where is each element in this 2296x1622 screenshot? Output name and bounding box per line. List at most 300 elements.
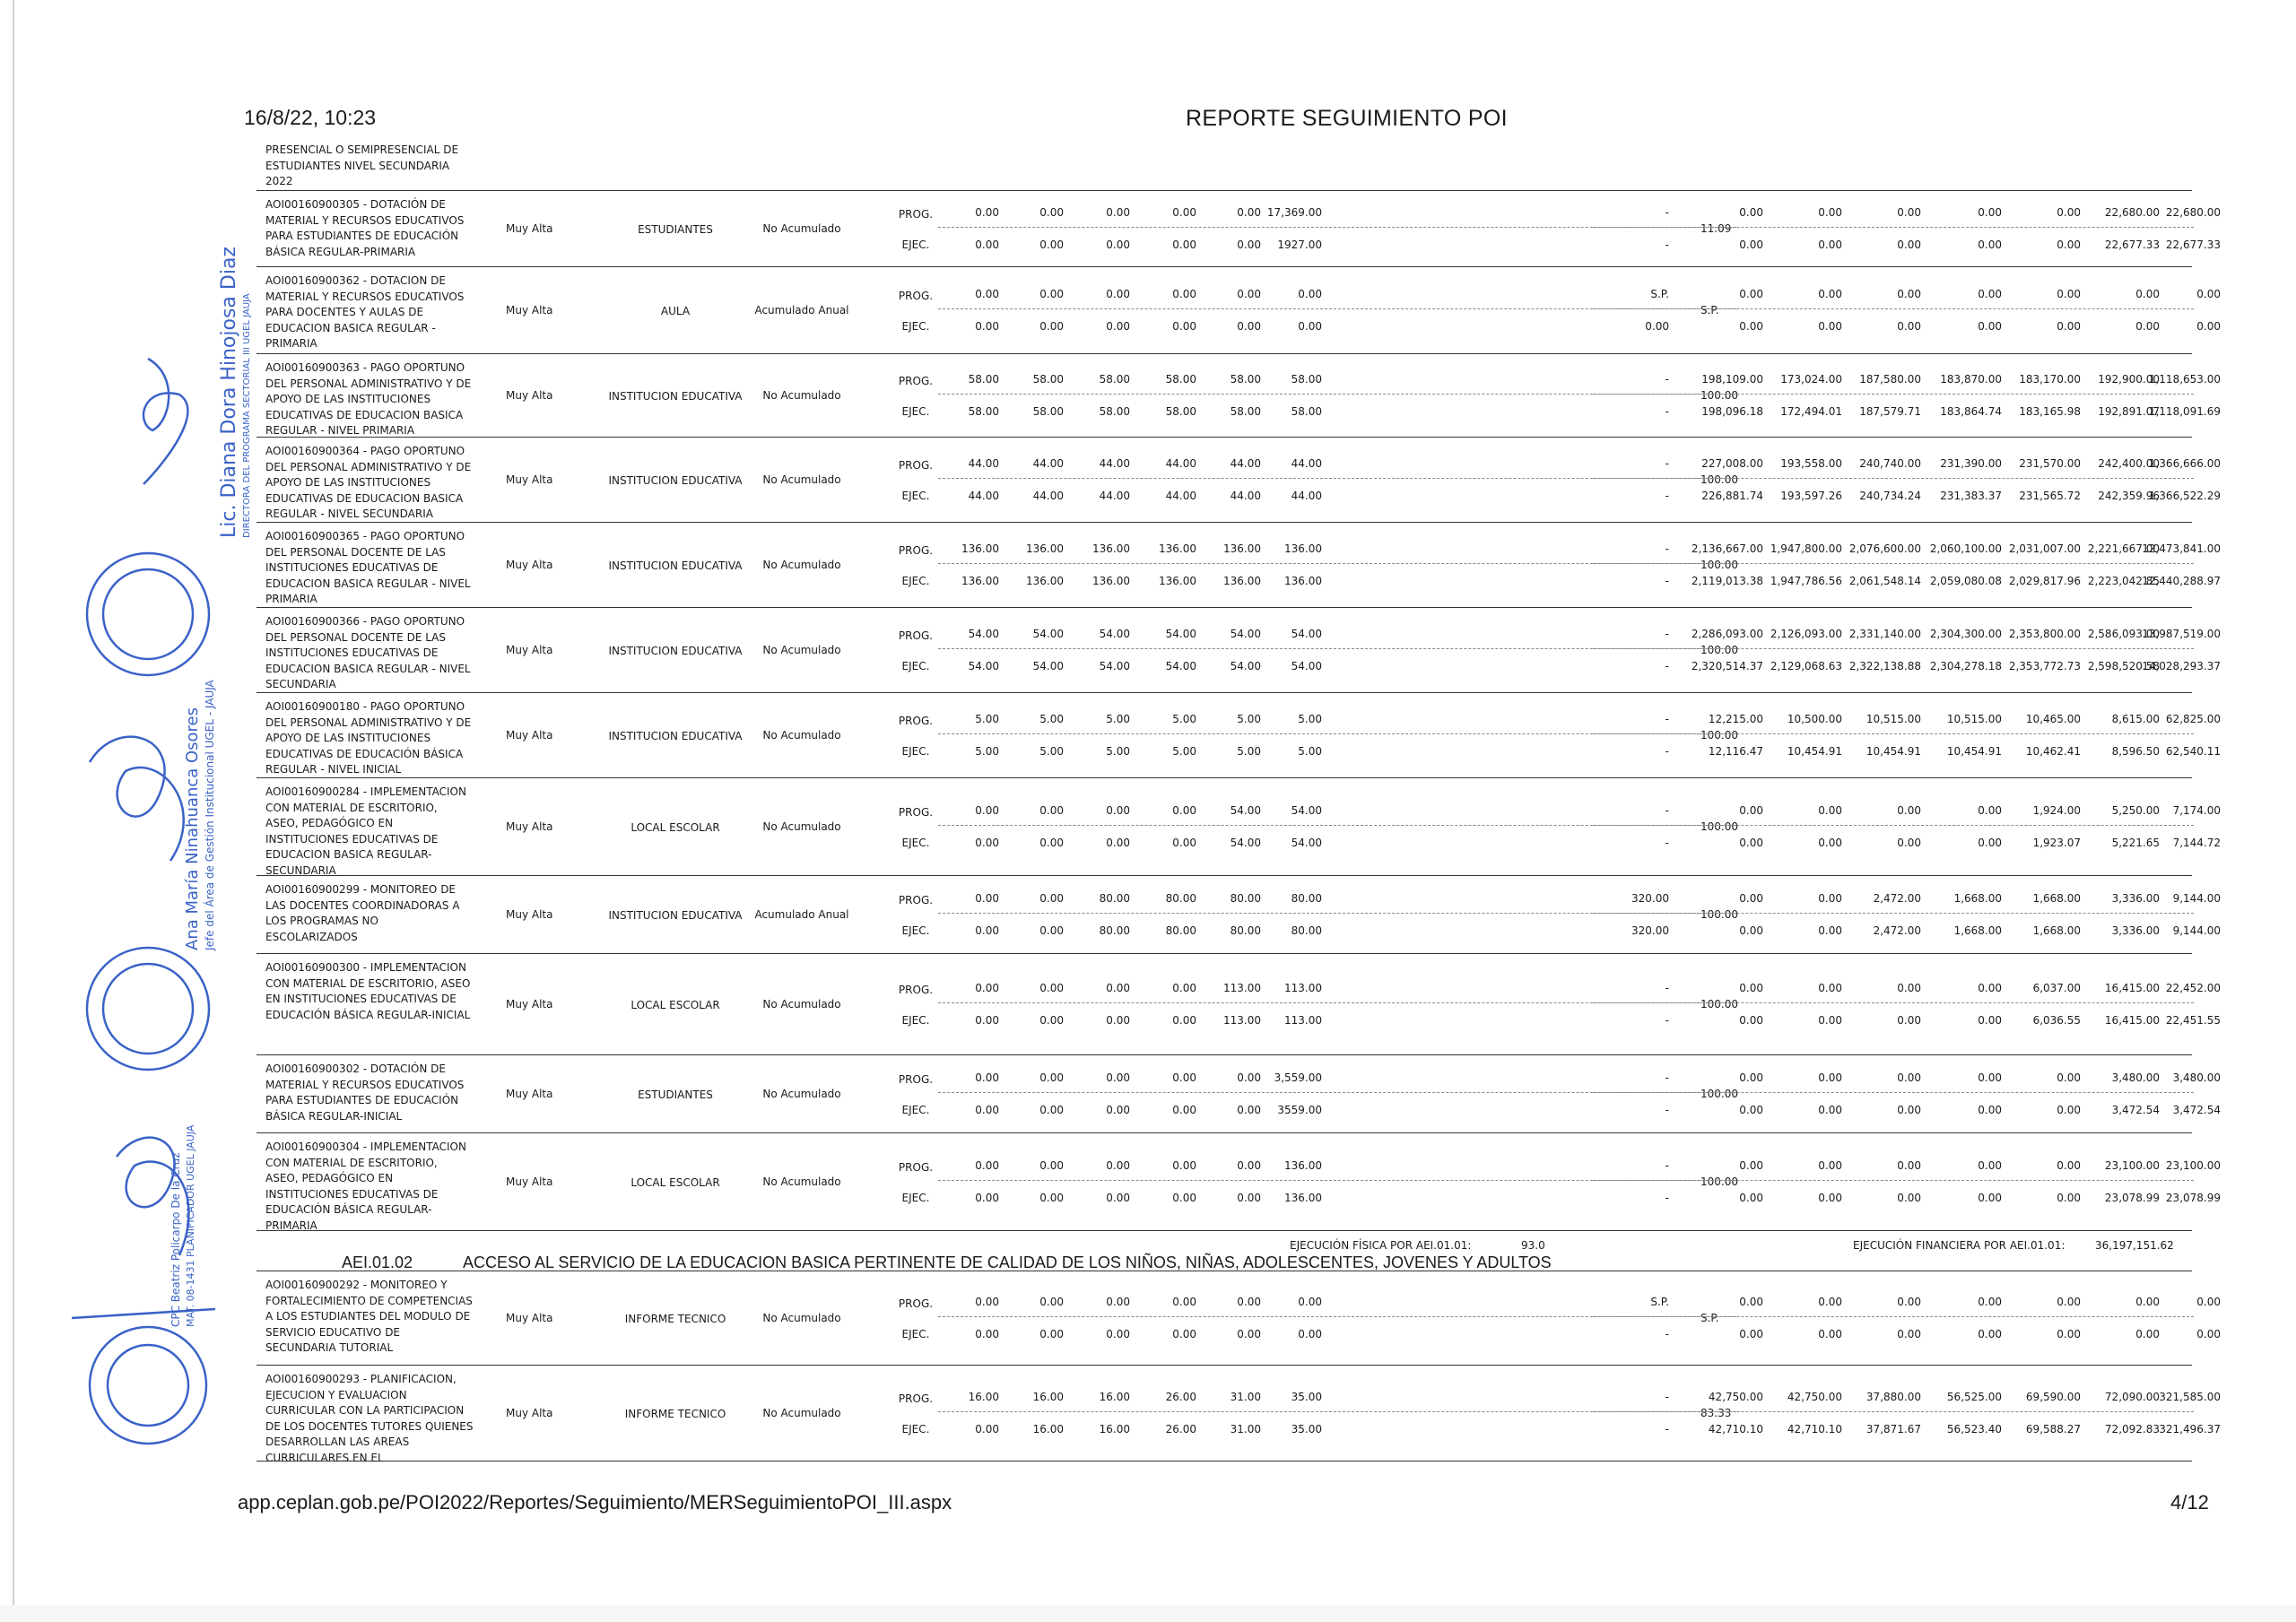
- physical-prog-value: 0.00: [1039, 1296, 1064, 1308]
- unit-cell: INSTITUCION EDUCATIVA: [608, 730, 743, 742]
- financial-ejec-value: 1,923.07: [2032, 837, 2081, 849]
- physical-prog-value: 80.00: [1099, 892, 1130, 905]
- unit-cell: INSTITUCION EDUCATIVA: [608, 645, 743, 657]
- physical-ejec-value: 0.00: [1039, 837, 1064, 849]
- financial-prog-value: 183,170.00: [2019, 373, 2081, 386]
- physical-prog-value: 54.00: [1230, 804, 1261, 817]
- physical-ejec-value: 0.00: [1039, 1328, 1064, 1340]
- financial-ejec-value: 2,598,520.58: [2087, 660, 2160, 672]
- financial-ejec-total: 7,144.72: [2172, 837, 2221, 849]
- physical-prog-value: 136.00: [1284, 542, 1322, 555]
- financial-ejec-value: 2,029,817.96: [2008, 575, 2081, 587]
- physical-ejec-value: 16.00: [1099, 1423, 1130, 1436]
- signature-2: [90, 737, 184, 861]
- physical-prog-total: -: [1665, 1071, 1669, 1084]
- physical-ejec-value: 80.00: [1291, 924, 1322, 937]
- physical-prog-value: 58.00: [968, 373, 999, 386]
- financial-prog-value: 0.00: [1897, 206, 1921, 219]
- financial-prog-total: 12,473,841.00: [2142, 542, 2221, 555]
- financial-prog-value: 183,870.00: [1940, 373, 2002, 386]
- execution-percent: 100.00: [1700, 729, 1738, 742]
- physical-prog-total: -: [1665, 713, 1669, 725]
- physical-ejec-value: 58.00: [1099, 405, 1130, 418]
- financial-ejec-value: 0.00: [1897, 1328, 1921, 1340]
- financial-ejec-value: 0.00: [1978, 1192, 2002, 1204]
- signature-3-name: CPC Beatriz Policarpo De la Cruz: [170, 1152, 182, 1327]
- physical-ejec-value: 80.00: [1165, 924, 1196, 937]
- prog-label: PROG.: [898, 806, 934, 819]
- financial-ejec-value: 3,336.00: [2111, 924, 2160, 937]
- physical-prog-value: 5.00: [1298, 713, 1322, 725]
- financial-ejec-value: 2,129,068.63: [1770, 660, 1842, 672]
- accumulation-type-cell: Acumulado Anual: [754, 304, 849, 317]
- unit-cell: INFORME TECNICO: [624, 1408, 726, 1420]
- print-datetime: 16/8/22, 10:23: [244, 106, 377, 129]
- physical-prog-value: 58.00: [1230, 373, 1261, 386]
- activity-label: AOI00160900299 - MONITOREO DE LAS DOCENTES COORDINADORAS A LOS PROGRAMAS NO ESCOLARIZADOS: [265, 883, 460, 943]
- physical-prog-value: 0.00: [1106, 982, 1130, 994]
- physical-ejec-value: 0.00: [975, 1192, 999, 1204]
- physical-prog-value: 113.00: [1284, 982, 1322, 994]
- financial-prog-value: 0.00: [1818, 206, 1842, 219]
- prog-label: PROG.: [898, 375, 934, 387]
- physical-ejec-total: -: [1665, 1014, 1669, 1027]
- physical-prog-value: 5.00: [975, 713, 999, 725]
- financial-prog-value: 6,037.00: [2032, 982, 2081, 994]
- accumulation-type-cell: No Acumulado: [762, 389, 841, 402]
- execution-percent: 100.00: [1700, 389, 1738, 402]
- financial-prog-value: 0.00: [1739, 288, 1763, 300]
- physical-prog-value: 80.00: [1230, 892, 1261, 905]
- physical-prog-value: 5.00: [1237, 713, 1261, 725]
- financial-prog-value: 0.00: [1978, 1159, 2002, 1172]
- physical-prog-total: -: [1665, 1391, 1669, 1403]
- table-row: [257, 953, 2221, 1054]
- financial-ejec-value: 0.00: [1818, 1328, 1842, 1340]
- physical-prog-value: 0.00: [975, 1296, 999, 1308]
- physical-prog-total: -: [1665, 373, 1669, 386]
- activity-label: AOI00160900293 - PLANIFICACION, EJECUCION Y EVALUACION CURRICULAR CON LA PARTICIPACION DE LOS DOCENTES TUTORES QUIENES DESARROLLAN LAS AREAS CURRICULARES EN EL: [265, 1373, 474, 1464]
- financial-prog-value: 0.00: [2135, 288, 2160, 300]
- execution-percent: S.P.: [1700, 1312, 1719, 1324]
- section-code: AEI.01.02: [342, 1253, 413, 1271]
- prog-label: PROG.: [898, 715, 934, 727]
- physical-prog-value: 26.00: [1165, 1391, 1196, 1403]
- financial-prog-total: 7,174.00: [2172, 804, 2221, 817]
- row-divider-dashed: [1593, 1316, 2194, 1317]
- financial-ejec-value: 242,359.96: [2098, 490, 2160, 502]
- physical-prog-value: 0.00: [1039, 288, 1064, 300]
- financial-prog-value: 2,031,007.00: [2008, 542, 2081, 555]
- financial-prog-value: 0.00: [1978, 1296, 2002, 1308]
- physical-ejec-value: 80.00: [1230, 924, 1261, 937]
- financial-prog-value: 187,580.00: [1859, 373, 1921, 386]
- table-row: [257, 1271, 2221, 1365]
- financial-prog-total: 1,366,666.00: [2148, 457, 2221, 470]
- financial-prog-value: 5,250.00: [2111, 804, 2160, 817]
- physical-ejec-value: 0.00: [1106, 1192, 1130, 1204]
- financial-ejec-value: 192,891.07: [2098, 405, 2160, 418]
- financial-prog-value: 72,090.00: [2104, 1391, 2160, 1403]
- financial-ejec-value: 1,668.00: [1953, 924, 2002, 937]
- financial-ejec-total: 12,440,288.97: [2142, 575, 2221, 587]
- physical-ejec-value: 58.00: [968, 405, 999, 418]
- ejec-label: EJEC.: [901, 575, 930, 587]
- physical-prog-value: 136.00: [961, 542, 999, 555]
- activity-label: AOI00160900363 - PAGO OPORTUNO DEL PERSONAL ADMINISTRATIVO Y DE APOYO DE LAS INSTITUCIONES EDUCATIVAS DE EDUCACION BASICA REGULAR - NIVEL PRIMARIA: [265, 361, 472, 437]
- unit-cell: LOCAL ESCOLAR: [631, 1176, 720, 1189]
- financial-prog-value: 3,480.00: [2111, 1071, 2160, 1084]
- physical-prog-value: 0.00: [1106, 206, 1130, 219]
- financial-ejec-value: 2,472.00: [1873, 924, 1921, 937]
- unit-cell: AULA: [660, 305, 691, 317]
- physical-ejec-value: 0.00: [975, 924, 999, 937]
- priority-cell: Muy Alta: [506, 1175, 553, 1188]
- priority-cell: Muy Alta: [506, 559, 553, 571]
- financial-ejec-value: 240,734.24: [1859, 490, 1921, 502]
- financial-ejec-value: 0.00: [1818, 239, 1842, 251]
- physical-ejec-value: 44.00: [968, 490, 999, 502]
- physical-ejec-total: 320.00: [1631, 924, 1669, 937]
- financial-ejec-value: 6,036.55: [2032, 1014, 2081, 1027]
- financial-prog-value: 2,331,140.00: [1848, 628, 1921, 640]
- physical-prog-value: 58.00: [1032, 373, 1064, 386]
- financial-prog-value: 0.00: [1978, 1071, 2002, 1084]
- ejec-label: EJEC.: [901, 1014, 930, 1027]
- accumulation-type-cell: No Acumulado: [762, 1312, 841, 1324]
- physical-ejec-value: 0.00: [1298, 1328, 1322, 1340]
- financial-prog-value: 1,924.00: [2032, 804, 2081, 817]
- physical-ejec-value: 44.00: [1165, 490, 1196, 502]
- physical-prog-value: 5.00: [1106, 713, 1130, 725]
- physical-prog-value: 0.00: [975, 288, 999, 300]
- physical-prog-value: 136.00: [1284, 1159, 1322, 1172]
- physical-prog-total: 320.00: [1631, 892, 1669, 905]
- financial-prog-value: 0.00: [2057, 1071, 2081, 1084]
- financial-ejec-value: 2,061,548.14: [1848, 575, 1921, 587]
- physical-ejec-value: 0.00: [1237, 239, 1261, 251]
- signature-1: [144, 359, 187, 484]
- physical-prog-value: 136.00: [1026, 542, 1064, 555]
- physical-prog-value: 0.00: [1172, 804, 1196, 817]
- financial-ejec-value: 0.00: [2057, 239, 2081, 251]
- physical-prog-value: 0.00: [1172, 1296, 1196, 1308]
- physical-ejec-value: 0.00: [1172, 1328, 1196, 1340]
- physical-prog-value: 0.00: [1039, 1071, 1064, 1084]
- financial-prog-value: 0.00: [1818, 982, 1842, 994]
- financial-ejec-value: 0.00: [1739, 924, 1763, 937]
- financial-prog-value: 2,221,667.00: [2087, 542, 2160, 555]
- financial-prog-value: 0.00: [1978, 206, 2002, 219]
- financial-prog-value: 2,472.00: [1873, 892, 1921, 905]
- physical-ejec-value: 0.00: [975, 320, 999, 333]
- physical-prog-value: 16.00: [1032, 1391, 1064, 1403]
- physical-prog-value: 44.00: [1165, 457, 1196, 470]
- physical-ejec-value: 0.00: [975, 1328, 999, 1340]
- physical-ejec-value: 113.00: [1284, 1014, 1322, 1027]
- ejec-label: EJEC.: [901, 490, 930, 502]
- financial-ejec-value: 0.00: [1897, 1192, 1921, 1204]
- financial-prog-value: 42,750.00: [1708, 1391, 1763, 1403]
- table-row: [257, 1054, 2221, 1132]
- physical-ejec-value: 58.00: [1032, 405, 1064, 418]
- physical-prog-value: 0.00: [1106, 804, 1130, 817]
- row-divider-dashed: [1593, 1180, 2194, 1181]
- row-divider-dashed: [1593, 733, 2194, 734]
- physical-ejec-value: 0.00: [975, 1423, 999, 1436]
- unit-cell: ESTUDIANTES: [638, 1089, 713, 1101]
- priority-cell: Muy Alta: [506, 1312, 553, 1324]
- financial-ejec-value: 0.00: [1978, 837, 2002, 849]
- physical-prog-value: 44.00: [1099, 457, 1130, 470]
- financial-prog-value: 0.00: [1818, 1159, 1842, 1172]
- financial-prog-value: 198,109.00: [1701, 373, 1763, 386]
- physical-ejec-value: 5.00: [1106, 745, 1130, 758]
- execution-percent: 100.00: [1700, 908, 1738, 921]
- physical-ejec-value: 136.00: [1092, 575, 1130, 587]
- physical-ejec-value: 54.00: [968, 660, 999, 672]
- priority-cell: Muy Alta: [506, 820, 553, 833]
- physical-ejec-value: 44.00: [1230, 490, 1261, 502]
- physical-prog-total: -: [1665, 628, 1669, 640]
- financial-prog-value: 2,353,800.00: [2008, 628, 2081, 640]
- physical-ejec-value: 58.00: [1291, 405, 1322, 418]
- activity-label: AOI00160900304 - IMPLEMENTACION CON MATERIAL DE ESCRITORIO, ASEO, PEDAGÓGICO EN INSTITUCIONES EDUCATIVAS DE EDUCACIÓN BÁSICA REGULAR-PRIMARIA: [265, 1141, 466, 1232]
- physical-prog-value: 0.00: [1039, 1159, 1064, 1172]
- financial-prog-value: 0.00: [1739, 1071, 1763, 1084]
- physical-prog-value: 5.00: [1039, 713, 1064, 725]
- physical-ejec-value: 31.00: [1230, 1423, 1261, 1436]
- physical-prog-value: 54.00: [1099, 628, 1130, 640]
- physical-prog-value: 0.00: [1106, 1071, 1130, 1084]
- physical-ejec-value: 44.00: [1099, 490, 1130, 502]
- financial-prog-total: 23,100.00: [2165, 1159, 2221, 1172]
- physical-ejec-value: 1927.00: [1277, 239, 1322, 251]
- physical-ejec-value: 44.00: [1291, 490, 1322, 502]
- table-row: [257, 1365, 2221, 1464]
- priority-cell: Muy Alta: [506, 222, 553, 235]
- physical-ejec-value: 0.00: [975, 1014, 999, 1027]
- financial-ejec-value: 10,454.91: [1866, 745, 1921, 758]
- financial-prog-value: 0.00: [2057, 1296, 2081, 1308]
- financial-prog-total: 0.00: [2196, 288, 2221, 300]
- financial-prog-value: 227,008.00: [1701, 457, 1763, 470]
- accumulation-type-cell: No Acumulado: [762, 1407, 841, 1419]
- physical-prog-value: 0.00: [1039, 804, 1064, 817]
- financial-prog-value: 0.00: [1897, 1071, 1921, 1084]
- financial-ejec-value: 5,221.65: [2111, 837, 2160, 849]
- physical-ejec-value: 0.00: [1039, 239, 1064, 251]
- physical-prog-value: 80.00: [1291, 892, 1322, 905]
- financial-prog-value: 0.00: [1818, 804, 1842, 817]
- prog-label: PROG.: [898, 1161, 934, 1174]
- physical-prog-value: 58.00: [1291, 373, 1322, 386]
- financial-prog-total: 9,144.00: [2172, 892, 2221, 905]
- financial-ejec-total: 1,118,091.69: [2148, 405, 2221, 418]
- physical-ejec-value: 136.00: [1026, 575, 1064, 587]
- priority-cell: Muy Alta: [506, 998, 553, 1010]
- table-row: [257, 437, 2221, 522]
- physical-prog-value: 0.00: [975, 1071, 999, 1084]
- financial-prog-value: 2,060,100.00: [1929, 542, 2002, 555]
- priority-cell: Muy Alta: [506, 644, 553, 656]
- physical-ejec-value: 0.00: [1237, 1328, 1261, 1340]
- financial-prog-value: 37,880.00: [1866, 1391, 1921, 1403]
- accumulation-type-cell: No Acumulado: [762, 729, 841, 742]
- signature-2-role: Jefe del Área de Gestión Institucional UGEL - JAUJA: [204, 680, 216, 950]
- financial-prog-value: 231,390.00: [1940, 457, 2002, 470]
- physical-ejec-value: 0.00: [1172, 320, 1196, 333]
- accumulation-type-cell: No Acumulado: [762, 1088, 841, 1100]
- physical-ejec-value: 5.00: [1298, 745, 1322, 758]
- physical-prog-value: 3,559.00: [1274, 1071, 1322, 1084]
- physical-ejec-total: -: [1665, 1328, 1669, 1340]
- physical-prog-value: 0.00: [1172, 1159, 1196, 1172]
- physical-ejec-value: 0.00: [1106, 1328, 1130, 1340]
- physical-prog-value: 0.00: [1237, 1296, 1261, 1308]
- physical-prog-value: 44.00: [1230, 457, 1261, 470]
- ejec-label: EJEC.: [901, 320, 930, 333]
- physical-ejec-total: -: [1665, 1192, 1669, 1204]
- physical-prog-total: -: [1665, 982, 1669, 994]
- table-row: [257, 692, 2221, 777]
- physical-prog-value: 0.00: [1298, 1296, 1322, 1308]
- financial-ejec-value: 0.00: [1978, 1328, 2002, 1340]
- financial-ejec-total: 14,028,293.37: [2142, 660, 2221, 672]
- financial-prog-value: 10,500.00: [1787, 713, 1842, 725]
- financial-ejec-value: 226,881.74: [1701, 490, 1763, 502]
- financial-prog-value: 0.00: [1978, 804, 2002, 817]
- financial-ejec-value: 3,472.54: [2111, 1104, 2160, 1116]
- financial-ejec-total: 321,496.37: [2159, 1423, 2221, 1436]
- execution-percent: 100.00: [1700, 644, 1738, 656]
- financial-ejec-value: 10,462.41: [2025, 745, 2081, 758]
- physical-prog-value: 54.00: [968, 628, 999, 640]
- financial-prog-value: 231,570.00: [2019, 457, 2081, 470]
- financial-ejec-value: 0.00: [1739, 1104, 1763, 1116]
- financial-prog-value: 240,740.00: [1859, 457, 1921, 470]
- physical-ejec-value: 44.00: [1032, 490, 1064, 502]
- physical-ejec-value: 0.00: [975, 837, 999, 849]
- physical-ejec-total: -: [1665, 239, 1669, 251]
- financial-ejec-value: 0.00: [2057, 320, 2081, 333]
- execution-percent: 100.00: [1700, 998, 1738, 1010]
- prog-label: PROG.: [898, 290, 934, 302]
- physical-ejec-value: 5.00: [1172, 745, 1196, 758]
- financial-execution-value: 36,197,151.62: [2095, 1239, 2174, 1252]
- financial-ejec-total: 3,472.54: [2172, 1104, 2221, 1116]
- unit-cell: INSTITUCION EDUCATIVA: [608, 390, 743, 403]
- row-divider-dashed: [1593, 563, 2194, 564]
- ejec-label: EJEC.: [901, 837, 930, 849]
- financial-ejec-value: 0.00: [1897, 1014, 1921, 1027]
- financial-ejec-value: 0.00: [1897, 320, 1921, 333]
- physical-ejec-total: -: [1665, 745, 1669, 758]
- financial-ejec-value: 183,165.98: [2019, 405, 2081, 418]
- activity-label: AOI00160900284 - IMPLEMENTACION CON MATERIAL DE ESCRITORIO, ASEO, PEDAGÓGICO EN INSTITUCIONES EDUCATIVAS DE EDUCACION BASICA REGULAR-SECUNDARIA: [265, 785, 466, 877]
- financial-ejec-value: 0.00: [1818, 924, 1842, 937]
- prog-label: PROG.: [898, 1073, 934, 1086]
- activity-label: AOI00160900362 - DOTACION DE MATERIAL Y RECURSOS EDUCATIVOS PARA DOCENTES Y AULAS DE EDUCACION BASICA REGULAR - PRIMARIA: [265, 274, 465, 350]
- ejec-label: EJEC.: [901, 405, 930, 418]
- physical-ejec-value: 0.00: [1172, 1104, 1196, 1116]
- financial-prog-value: 0.00: [1818, 892, 1842, 905]
- financial-prog-value: 0.00: [1739, 1159, 1763, 1172]
- physical-prog-value: 0.00: [1237, 206, 1261, 219]
- accumulation-type-cell: No Acumulado: [762, 1175, 841, 1188]
- source-url: app.ceplan.gob.pe/POI2022/Reportes/Seguimiento/MERSeguimientoPOI_III.aspx: [238, 1491, 952, 1514]
- physical-ejec-value: 136.00: [961, 575, 999, 587]
- table-row: [257, 1132, 2221, 1232]
- financial-prog-value: 3,336.00: [2111, 892, 2160, 905]
- physical-prog-value: 0.00: [975, 206, 999, 219]
- physical-ejec-value: 0.00: [1039, 1104, 1064, 1116]
- financial-ejec-value: 0.00: [1897, 239, 1921, 251]
- activity-label: AOI00160900302 - DOTACIÓN DE MATERIAL Y RECURSOS EDUCATIVOS PARA ESTUDIANTES DE EDUCACIÓN BÁSICA REGULAR-INICIAL: [265, 1063, 465, 1123]
- financial-prog-value: 2,136,667.00: [1691, 542, 1763, 555]
- physical-ejec-value: 0.00: [1298, 320, 1322, 333]
- financial-ejec-value: 23,078.99: [2104, 1192, 2160, 1204]
- financial-prog-value: 0.00: [1739, 892, 1763, 905]
- priority-cell: Muy Alta: [506, 473, 553, 486]
- row-divider-dashed: [1593, 1002, 2194, 1003]
- physical-ejec-value: 0.00: [1106, 837, 1130, 849]
- financial-prog-value: 2,586,093.00: [2087, 628, 2160, 640]
- financial-prog-total: 62,825.00: [2165, 713, 2221, 725]
- financial-ejec-total: 22,451.55: [2165, 1014, 2221, 1027]
- physical-prog-value: 17,369.00: [1266, 206, 1322, 219]
- prog-label: PROG.: [898, 544, 934, 557]
- financial-ejec-value: 0.00: [1818, 1192, 1842, 1204]
- row-divider-dashed: [1593, 227, 2194, 228]
- financial-ejec-value: 0.00: [1897, 1104, 1921, 1116]
- financial-ejec-value: 2,320,514.37: [1691, 660, 1763, 672]
- financial-ejec-value: 0.00: [1897, 837, 1921, 849]
- prog-label: PROG.: [898, 894, 934, 906]
- financial-ejec-value: 0.00: [1978, 1014, 2002, 1027]
- physical-ejec-value: 0.00: [1237, 1104, 1261, 1116]
- physical-ejec-value: 136.00: [1223, 575, 1261, 587]
- financial-prog-value: 0.00: [1897, 1296, 1921, 1308]
- summary-row: [257, 1231, 2192, 1271]
- financial-ejec-total: 62,540.11: [2165, 745, 2221, 758]
- physical-ejec-value: 58.00: [1165, 405, 1196, 418]
- financial-prog-value: 0.00: [2057, 1159, 2081, 1172]
- activity-label: AOI00160900305 - DOTACIÓN DE MATERIAL Y RECURSOS EDUCATIVOS PARA ESTUDIANTES DE EDUCACIÓN BÁSICA REGULAR-PRIMARIA: [265, 198, 465, 258]
- physical-ejec-value: 0.00: [1237, 1192, 1261, 1204]
- financial-ejec-value: 8,596.50: [2111, 745, 2160, 758]
- report-title: REPORTE SEGUIMIENTO POI: [1186, 106, 1508, 131]
- physical-ejec-value: 113.00: [1223, 1014, 1261, 1027]
- financial-prog-value: 0.00: [1897, 288, 1921, 300]
- financial-prog-value: 56,525.00: [1946, 1391, 2002, 1403]
- financial-ejec-value: 0.00: [1739, 239, 1763, 251]
- financial-ejec-value: 56,523.40: [1946, 1423, 2002, 1436]
- ministry-seal-top: [87, 553, 209, 675]
- physical-prog-total: -: [1665, 1159, 1669, 1172]
- financial-ejec-value: 0.00: [2057, 1192, 2081, 1204]
- prog-label: PROG.: [898, 629, 934, 642]
- financial-ejec-total: 0.00: [2196, 1328, 2221, 1340]
- financial-prog-total: 1,118,653.00: [2148, 373, 2221, 386]
- activity-label: AOI00160900300 - IMPLEMENTACION CON MATERIAL DE ESCRITORIO, ASEO EN INSTITUCIONES EDUCATIVAS DE EDUCACIÓN BÁSICA REGULAR-INICIAL: [265, 961, 471, 1021]
- physical-prog-value: 0.00: [1237, 288, 1261, 300]
- financial-ejec-value: 0.00: [1739, 1192, 1763, 1204]
- financial-prog-value: 1,947,800.00: [1770, 542, 1842, 555]
- activity-label: AOI00160900180 - PAGO OPORTUNO DEL PERSONAL ADMINISTRATIVO Y DE APOYO DE LAS INSTITUCIONES EDUCATIVAS DE EDUCACIÓN BÁSICA REGULAR - NIVEL INICIAL: [265, 700, 472, 776]
- financial-prog-value: 173,024.00: [1780, 373, 1842, 386]
- financial-ejec-value: 1,668.00: [2032, 924, 2081, 937]
